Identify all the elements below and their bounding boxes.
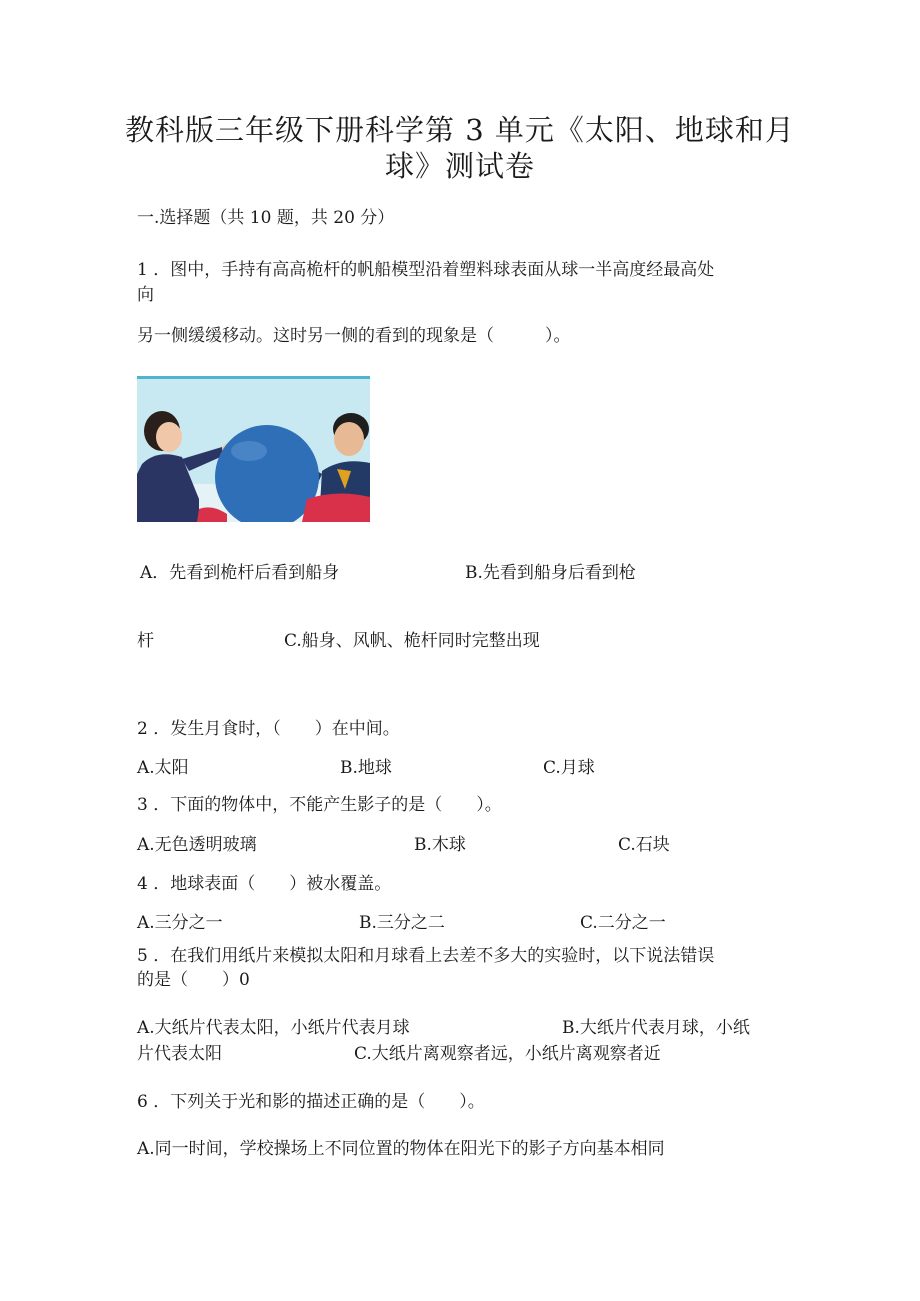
page-title-line2: 球》测试卷 xyxy=(384,149,535,183)
q2-option-a: A.太阳 xyxy=(137,758,189,778)
section-heading: 一.选择题（共 10 题，共 20 分） xyxy=(137,208,395,228)
page-title-line1: 教科版三年级下册科学第 3 单元《太阳、地球和月 xyxy=(125,113,795,147)
q2-stem: 2 ．发生月食时，（ ）在中间。 xyxy=(137,719,400,739)
q1-option-c: C.船身、风帆、桅杆同时完整出现 xyxy=(284,631,540,651)
q1-stem-line1: 1 ．图中，手持有高高桅杆的帆船模型沿着塑料球表面从球一半高度经最高处 xyxy=(137,260,715,280)
q5-option-a: A.大纸片代表太阳，小纸片代表月球 xyxy=(137,1018,410,1038)
q6-option-a: A.同一时间，学校操场上不同位置的物体在阳光下的影子方向基本相同 xyxy=(137,1139,665,1159)
q1-stem-line3: 另一侧缓缓移动。这时另一侧的看到的现象是（ ）。 xyxy=(137,326,571,346)
q3-option-a: A.无色透明玻璃 xyxy=(137,835,257,855)
q4-option-c: C.二分之一 xyxy=(580,913,666,933)
q4-stem: 4 ．地球表面（ ）被水覆盖。 xyxy=(137,874,392,894)
q3-option-c: C.石块 xyxy=(618,835,670,855)
q3-stem: 3 ．下面的物体中，不能产生影子的是（ ）。 xyxy=(137,795,502,815)
q5-option-b-part1: B.大纸片代表月球，小纸 xyxy=(562,1018,750,1038)
q3-option-b: B.木球 xyxy=(414,835,466,855)
q1-stem-line2: 向 xyxy=(137,285,154,305)
q4-option-a: A.三分之一 xyxy=(137,913,223,933)
q1-option-b: B.先看到船身后看到枪 xyxy=(465,563,636,583)
q1-option-a: A．先看到桅杆后看到船身 xyxy=(140,563,340,583)
q5-option-c: C.大纸片离观察者远，小纸片离观察者近 xyxy=(354,1044,661,1064)
q5-stem-line1: 5 ．在我们用纸片来模拟太阳和月球看上去差不多大的实验时，以下说法错误 xyxy=(137,946,715,966)
q1-option-b-continued: 杆 xyxy=(137,631,154,651)
q5-stem-line2: 的是（ ）0 xyxy=(137,970,250,990)
q2-option-b: B.地球 xyxy=(340,758,392,778)
q6-stem: 6 ．下列关于光和影的描述正确的是（ ）。 xyxy=(137,1092,485,1112)
q4-option-b: B.三分之二 xyxy=(359,913,445,933)
photo-children-with-blue-ball-icon xyxy=(137,379,370,522)
q5-option-b-part2: 片代表太阳 xyxy=(137,1044,222,1064)
q2-option-c: C.月球 xyxy=(543,758,595,778)
q1-photo xyxy=(137,376,370,522)
